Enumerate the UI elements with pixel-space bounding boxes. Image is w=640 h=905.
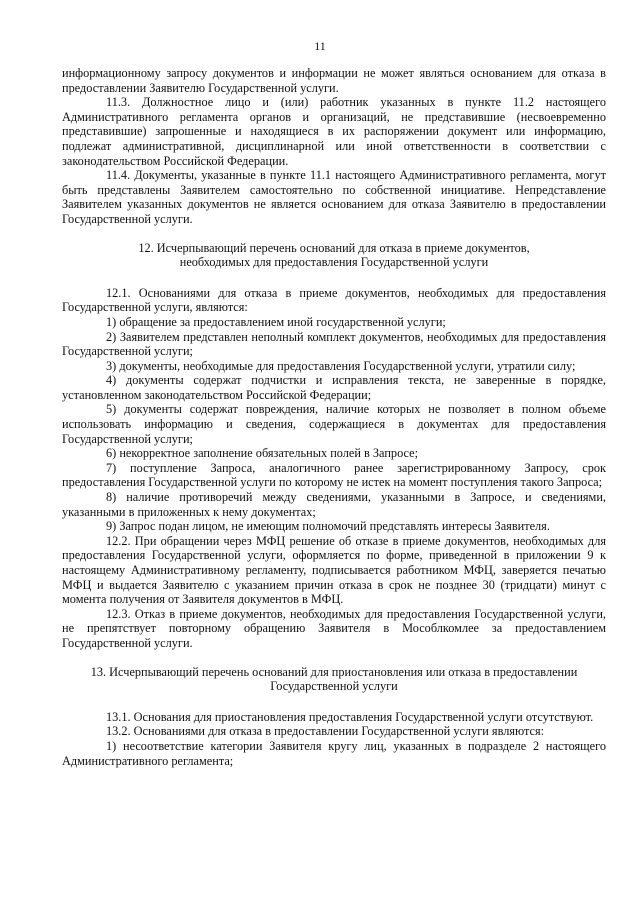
heading-line: 13. Исчерпывающий перечень оснований для приостановления или отказа в предоставлении [90,664,578,679]
paragraph: 11.4. Документы, указанные в пункте 11.1 настоящего Административного регламента, могут быть представлены Заявителем самостоятельно по собственной инициативе. Непредставление Заявителем указанных документов не является основанием для отказа Заявителю в предоставлении Государственной услуги. [62,168,606,226]
list-item: 6) некорректное заполнение обязательных полей в Запросе; [106,446,419,461]
list-item: 5) документы содержат повреждения, наличие которых не позволяет в полном объеме использовать информацию и сведения, содержащиеся в документах для предоставления Государственной услуги; [62,402,606,446]
heading-line: необходимых для предоставления Государственной услуги [179,255,489,270]
document-body [62,66,606,768]
page-number: 11 [314,39,326,53]
list-item: 3) документы, необходимые для предоставления Государственной услуги, утратили силу; [106,358,576,373]
paragraph: 12.3. Отказ в приеме документов, необходимых для предоставления Государственной услуги, не препятствует повторному обращению Заявителя в Мособлкомлее за предоставлением Государственной услуги. [62,606,606,650]
paragraph: 11.3. Должностное лицо и (или) работник указанных в пункте 11.2 настоящего Административного регламента органов и организаций, не представившие (несвоевременно представившие) запрошенные и находящиеся в их распоряжении документ или информацию, подлежат административной, дисциплинарной или иной ответственности в соответствии с законодательством Российской Федерации. [62,95,606,168]
heading-line: Государственной услуги [270,679,398,694]
section-heading-12 [62,241,606,270]
list-item: 7) поступление Запроса, аналогичного ранее зарегистрированному Запросу, срок предоставления Государственной услуги по которому не истек на момент поступления такого Запроса; [62,460,606,490]
heading-line: 12. Исчерпывающий перечень оснований для отказа в приеме документов, [138,240,530,255]
list-item: 1) обращение за предоставлением иной государственной услуги; [106,314,446,329]
paragraph: информационному запросу документов и информации не может являться основанием для отказа в предоставлении Заявителю Государственной услуги. [62,66,606,95]
list-item: 1) несоответствие категории Заявителя кругу лиц, указанных в подразделе 2 настоящего Административного регламента; [62,738,606,768]
list-item: 9) Запрос подан лицом, не имеющим полномочий представлять интересы Заявителя. [106,519,550,534]
list-item: 8) наличие противоречий между сведениями, указанными в Запросе, и сведениями, указанными в приложенных к нему документах; [62,490,606,519]
list-item: 4) документы содержат подчистки и исправления текста, не заверенные в порядке, установленном законодательством Российской Федерации; [62,373,606,402]
paragraph: 13.2. Основаниями для отказа в предоставлении Государственной услуги являются: [106,724,545,739]
paragraph: 13.1. Основания для приостановления предоставления Государственной услуги отсутствуют. [106,709,594,724]
section-heading-13 [62,665,606,694]
paragraph: 12.2. При обращении через МФЦ решение об отказе в приеме документов, необходимых для предоставления Государственной услуги, оформляется по форме, приведенной в приложении 9 к настоящему Административному регламенту, подписывается работником МФЦ, заверяется печатью МФЦ и выдается Заявителю с указанием причин отказа в срок не позднее 30 (тридцати) минут с момента получения от Заявителя документов в МФЦ. [62,533,606,607]
list-item: 2) Заявителем представлен неполный комплект документов, необходимых для предоставления Государственной услуги; [62,329,606,359]
paragraph: 12.1. Основаниями для отказа в приеме документов, необходимых для предоставления Государственной услуги, являются: [62,285,606,315]
